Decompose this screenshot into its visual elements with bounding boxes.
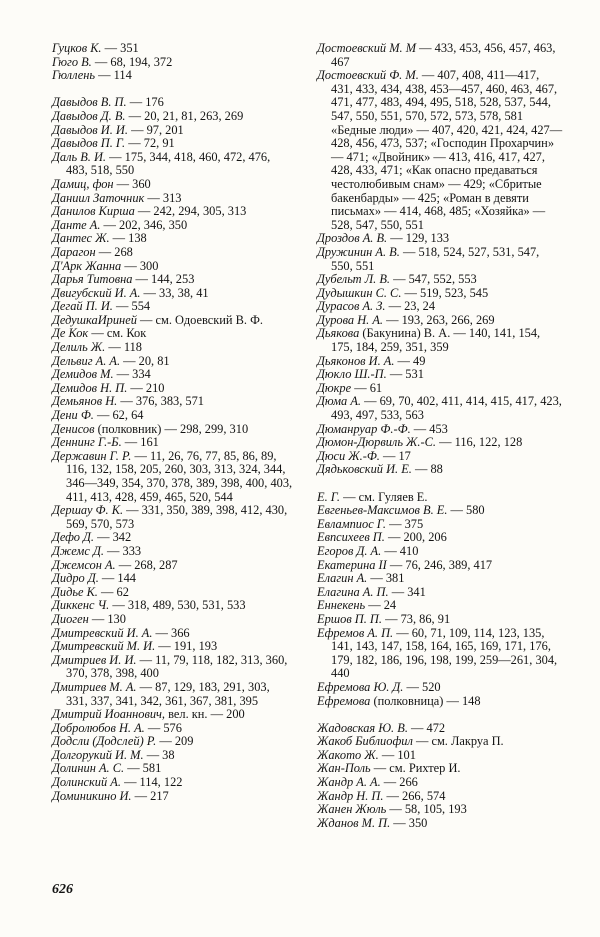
entry-references: — 200, 206: [384, 530, 447, 545]
entry-name: Елагина А. П.: [317, 584, 389, 599]
index-entry: [317, 613, 563, 627]
index-entry: [317, 599, 563, 613]
entry-references: — 72, 91: [125, 136, 175, 151]
entry-name: Дмитриев И. И.: [52, 652, 137, 667]
entry-references: — 62: [97, 584, 129, 599]
entry-name: Гюллень: [52, 68, 96, 83]
index-entry: [317, 42, 563, 69]
index-entry: [317, 69, 563, 232]
entry-references: — 11, 79, 118, 182, 313, 360, 370, 378, 398, 400: [66, 652, 288, 681]
index-entry: [317, 790, 563, 804]
entry-references: — 175, 344, 418, 460, 472, 476, 483, 518, 550: [66, 149, 271, 178]
index-entry: [317, 559, 563, 573]
entry-name: ДедушкаИриней: [52, 312, 137, 327]
entry-references: — 331, 350, 389, 398, 412, 430, 569, 570, 573: [66, 503, 288, 531]
index-entry: [52, 151, 294, 178]
entry-name: Дюманруар Ф.-Ф.: [317, 421, 411, 436]
entry-references: — 334: [113, 367, 151, 382]
entry-name: Деннинг Г.-Б.: [52, 435, 122, 450]
entry-references: — 20, 21, 81, 263, 269: [125, 108, 244, 123]
entry-references: — 333: [103, 543, 142, 558]
entry-name: Джемсон А.: [52, 557, 116, 572]
entry-references: — 130: [88, 611, 126, 626]
entry-references: — 88: [411, 462, 443, 477]
entry-name: Долинский А.: [52, 775, 121, 790]
index-entry: [52, 287, 294, 301]
entry-name: Жандр Н. П.: [317, 788, 384, 803]
index-entry: [317, 749, 563, 763]
entry-references: — 217: [131, 788, 169, 803]
entry-references: (полковница) — 148: [370, 693, 481, 708]
entry-name: Е. Г.: [317, 489, 340, 504]
index-entry: [52, 96, 294, 110]
index-entry: [52, 586, 294, 600]
entry-references: — см. Рихтер И.: [370, 761, 461, 776]
entry-references: — 581: [124, 761, 162, 776]
entry-references: — см. Одоевский В. Ф.: [136, 312, 263, 327]
index-entry: [52, 749, 294, 763]
entry-name: Ефремова Ю. Д.: [317, 679, 404, 694]
entry-references: — 60, 71, 109, 114, 123, 135, 141, 143, 147, 158, 164, 165, 169, 171, 176, 179, 182, 186, 196, 198, 199, 259—261, 304, 440: [331, 625, 558, 681]
entry-references: — 17: [379, 448, 411, 463]
index-entry: [317, 572, 563, 586]
entry-references: — 38: [143, 747, 175, 762]
entry-references: — 300: [121, 258, 159, 273]
index-entry: [317, 232, 563, 246]
entry-name: Екатерина II: [317, 557, 387, 572]
entry-name: Дефо Д.: [52, 530, 94, 545]
index-entry: [52, 708, 294, 722]
entry-references: — 381: [367, 571, 405, 586]
entry-references: — 366: [152, 625, 190, 640]
entry-references: — 176: [126, 95, 164, 110]
entry-name: Дидье К.: [52, 584, 98, 599]
entry-name: Евлампиос Г.: [317, 516, 387, 531]
entry-references: — 161: [121, 435, 159, 450]
entry-references: — 114, 122: [120, 775, 183, 790]
entry-references: — 360: [113, 176, 151, 191]
entry-name: Долгорукий И. М.: [52, 747, 144, 762]
index-entry: [52, 341, 294, 355]
entry-references: — см. Лакруа П.: [412, 734, 504, 749]
index-entry: [317, 627, 563, 681]
entry-name: Демидов М.: [52, 367, 114, 382]
entry-name: Диккенс Ч.: [52, 598, 110, 613]
index-entry: [317, 355, 563, 369]
entry-references: — 453: [410, 421, 448, 436]
index-entry: [317, 300, 563, 314]
index-entry: [317, 722, 563, 736]
entry-references: — 33, 38, 41: [140, 285, 209, 300]
entry-references: — 342: [93, 530, 132, 545]
entry-name: Демидов Н. П.: [52, 380, 128, 395]
index-entry: [52, 382, 294, 396]
entry-name: Дегай П. И.: [52, 299, 113, 314]
index-column-left: [52, 42, 294, 803]
entry-name: Джемс Д.: [52, 543, 104, 558]
entry-references: — 49: [394, 353, 426, 368]
entry-name: Евпсихеев П.: [317, 530, 385, 545]
entry-name: Дудышкин С. С.: [317, 285, 402, 300]
entry-name: Дюмон-Дюрвиль Ж.-С.: [317, 435, 436, 450]
index-entry: [52, 110, 294, 124]
entry-references: — 116, 122, 128: [436, 435, 523, 450]
entry-references: — 547, 552, 553: [389, 272, 477, 287]
index-entry: [52, 762, 294, 776]
index-entry: [52, 613, 294, 627]
index-entry: [52, 681, 294, 708]
entry-references: — 242, 294, 305, 313: [134, 204, 247, 219]
index-entry: [52, 42, 294, 56]
index-entry: [52, 178, 294, 192]
index-entry: [317, 681, 563, 695]
entry-name: Дюкло Ш.-П.: [317, 367, 387, 382]
entry-name: Жданов М. П.: [317, 815, 391, 830]
entry-name: Доминикино И.: [52, 788, 132, 803]
entry-references: — 97, 201: [127, 122, 184, 137]
entry-name: Демьянов Н.: [52, 394, 118, 409]
entry-name: Данте А.: [52, 217, 101, 232]
entry-name: Додсли (Додслей) Р.: [52, 734, 157, 749]
entry-references: — 202, 346, 350: [100, 217, 188, 232]
entry-references: вел. кн. — 200: [165, 707, 245, 722]
entry-references: — 268: [95, 244, 133, 259]
entry-references: — 472: [407, 720, 446, 735]
index-entry: [317, 314, 563, 328]
index-entry: [52, 559, 294, 573]
entry-references: — 144: [98, 571, 136, 586]
index-entry: [317, 491, 563, 505]
entry-references: — 61: [351, 380, 383, 395]
entry-references: — 210: [127, 380, 165, 395]
entry-references: — 531: [386, 367, 424, 382]
entry-name: Давыдов Д. В.: [52, 108, 126, 123]
entry-name: Двигубский И. А.: [52, 285, 141, 300]
entry-name: Дарья Титовна: [52, 272, 133, 287]
entry-name: Даль В. И.: [52, 149, 107, 164]
entry-name: Дельвиг А. А.: [52, 353, 121, 368]
index-entry: [52, 232, 294, 246]
entry-references: — 23, 24: [385, 299, 436, 314]
entry-name: Д'Арк Жанна: [52, 258, 122, 273]
entry-name: Дидро Д.: [52, 571, 99, 586]
entry-name: Елагин А.: [317, 571, 368, 586]
entry-references: — 376, 383, 571: [117, 394, 204, 409]
entry-references: — 318, 489, 530, 531, 533: [109, 598, 246, 613]
index-entry: [317, 368, 563, 382]
entry-references: — 144, 253: [132, 272, 195, 287]
entry-references: — 191, 193: [155, 639, 218, 654]
entry-name: Дершау Ф. К.: [52, 503, 124, 518]
index-entry: [52, 572, 294, 586]
entry-name: Диоген: [52, 611, 89, 626]
entry-name: Ершов П. П.: [317, 611, 382, 626]
index-entry: [52, 314, 294, 328]
index-entry: [317, 436, 563, 450]
entry-name: Дюси Ж.-Ф.: [317, 448, 380, 463]
entry-references: — 351: [101, 41, 139, 55]
entry-name: Денисов: [52, 421, 95, 436]
index-entry: [52, 776, 294, 790]
entry-references: — 520: [403, 679, 441, 694]
entry-name: Дроздов А. В.: [317, 231, 388, 246]
index-entry: [317, 518, 563, 532]
entry-name: Дурасов А. З.: [317, 299, 386, 314]
index-entry: [52, 735, 294, 749]
entry-references: — 518, 524, 527, 531, 547, 550, 551: [331, 244, 540, 273]
entry-name: Дени Ф.: [52, 408, 94, 423]
entry-references: — 58, 105, 193: [386, 802, 467, 817]
entry-name: Дьяконов И. А.: [317, 353, 395, 368]
index-entry: [317, 586, 563, 600]
index-entry: [52, 790, 294, 804]
entry-references: — 433, 453, 456, 457, 463, 467: [331, 41, 556, 69]
index-entry: [317, 287, 563, 301]
index-entry: [317, 803, 563, 817]
index-entry: [52, 599, 294, 613]
entry-references: — 519, 523, 545: [401, 285, 489, 300]
index-entry: [52, 246, 294, 260]
entry-references: — 341: [388, 584, 426, 599]
entry-name: Жандр А. А.: [317, 775, 381, 790]
index-entry: [317, 776, 563, 790]
index-entry: [52, 124, 294, 138]
entry-references: — 209: [156, 734, 194, 749]
index-entry: [52, 436, 294, 450]
entry-name: Дамиц, фон: [52, 176, 114, 191]
entry-references: — 68, 194, 372: [91, 54, 173, 69]
entry-references: — 101: [378, 747, 416, 762]
index-entry: [52, 260, 294, 274]
index-column-right: [317, 42, 563, 830]
entry-name: Гуцков К.: [52, 41, 102, 55]
entry-name: Жан-Поль: [317, 761, 371, 776]
entry-name: Евгеньев-Максимов В. Е.: [317, 503, 448, 518]
index-entry: [52, 205, 294, 219]
index-entry: [52, 504, 294, 531]
entry-name: Державин Г. Р.: [52, 448, 132, 463]
index-entry: [317, 531, 563, 545]
index-entry: [52, 450, 294, 504]
entry-references: — 114: [95, 68, 132, 83]
entry-references: — 576: [144, 720, 182, 735]
entry-name: Жакото Ж.: [317, 747, 379, 762]
index-entry: [317, 817, 563, 831]
entry-references: — 193, 263, 266, 269: [383, 312, 495, 327]
entry-name: Жадовская Ю. В.: [317, 720, 408, 735]
index-entry: [317, 382, 563, 396]
index-entry: [52, 192, 294, 206]
index-entry: [52, 640, 294, 654]
entry-references: — 407, 408, 411—417, 431, 433, 434, 438, 453—457, 460, 463, 467, 471, 477, 483, 494, 495, 518, 528, 537, 544, 547, 550, 551, 570, 572, 573, 578, 581 «Бедные люди» — 407, 420, 421, 424, 427—428, 456, 473, 537; «Господин Прохарчин» — 471; «Двойник» — 413, 416, 417, 427, 428, 433, 471; «Как опасно предаваться честолюбивым снам» — 429; «Сбритые бакенбарды» — 425; «Роман в девяти письмах» — 414, 468, 485; «Хозяйка» — 528, 547, 550, 551: [331, 68, 563, 232]
entry-references: — 350: [390, 815, 428, 830]
index-entry: [317, 504, 563, 518]
index-entry: [52, 273, 294, 287]
entry-name: Дурова Н. А.: [317, 312, 384, 327]
entry-name: Дюма А.: [317, 394, 362, 409]
entry-references: — 410: [381, 543, 419, 558]
entry-references: — 268, 287: [115, 557, 178, 572]
index-entry: [52, 327, 294, 341]
entry-name: Дмитревский М. И.: [52, 639, 156, 654]
entry-name: Достоевский М. М: [317, 41, 417, 55]
entry-references: — 266, 574: [383, 788, 446, 803]
entry-references: (полковник) — 298, 299, 310: [94, 421, 249, 436]
index-entry: [317, 450, 563, 464]
entry-name: Дмитриев М. А.: [52, 679, 137, 694]
entry-name: Давыдов И. И.: [52, 122, 128, 137]
entry-references: — 87, 129, 183, 291, 303, 331, 337, 341, 342, 361, 367, 381, 395: [66, 679, 270, 708]
index-entry: [52, 423, 294, 437]
index-entry: [52, 409, 294, 423]
index-entry: [52, 69, 294, 83]
index-entry: [317, 395, 563, 422]
entry-name: Егоров Д. А.: [317, 543, 382, 558]
index-entry: [317, 327, 563, 354]
entry-references: — 11, 26, 76, 77, 85, 86, 89, 116, 132, 158, 205, 260, 303, 313, 324, 344, 346—349, 354, 370, 378, 389, 398, 400, 403, 411, 413, 428, 459, 465, 520, 544: [66, 448, 293, 504]
entry-name: Давыдов В. П.: [52, 95, 127, 110]
index-entry: [52, 219, 294, 233]
index-entry: [317, 463, 563, 477]
entry-name: Жакоб Библиофил: [317, 734, 413, 749]
entry-name: Дантес Ж.: [52, 231, 110, 246]
index-entry: [52, 545, 294, 559]
entry-name: Делиль Ж.: [52, 340, 106, 355]
index-entry: [317, 423, 563, 437]
index-entry: [317, 545, 563, 559]
entry-name: Де Кок: [52, 326, 89, 341]
index-entry: [317, 273, 563, 287]
entry-references: (Бакунина) В. А. — 140, 141, 154, 175, 184, 259, 351, 359: [331, 326, 541, 355]
entry-name: Дюкре: [317, 380, 352, 395]
index-entry: [52, 56, 294, 70]
index-entry: [52, 531, 294, 545]
entry-name: Ефремова: [317, 693, 371, 708]
entry-name: Ефремов А. П.: [317, 625, 394, 640]
entry-references: — 313: [144, 190, 182, 205]
index-entry: [317, 246, 563, 273]
index-entry: [52, 627, 294, 641]
entry-name: Данилов Кирша: [52, 204, 135, 219]
entry-name: Давыдов П. Г.: [52, 136, 126, 151]
entry-references: — 118: [105, 340, 142, 355]
entry-references: — 20, 81: [120, 353, 170, 368]
entry-name: Еннекень: [317, 598, 366, 613]
entry-name: Жанен Жюль: [317, 802, 387, 817]
entry-references: — 69, 70, 402, 411, 414, 415, 417, 423, 493, 497, 533, 563: [331, 394, 562, 423]
index-entry: [52, 300, 294, 314]
entry-references: — 129, 133: [387, 231, 450, 246]
entry-name: Долинин А. С.: [52, 761, 125, 776]
index-entry: [317, 695, 563, 709]
index-entry: [317, 762, 563, 776]
entry-references: — 580: [447, 503, 485, 518]
entry-name: Дьякова: [317, 326, 360, 341]
entry-name: Достоевский Ф. М.: [317, 68, 419, 83]
index-entry: [52, 722, 294, 736]
entry-name: Дарагон: [52, 244, 96, 259]
entry-name: Дубельт Л. В.: [317, 272, 390, 287]
entry-name: Добролюбов Н. А.: [52, 720, 145, 735]
entry-references: — 73, 86, 91: [381, 611, 451, 626]
entry-references: — см. Гуляев Е.: [339, 489, 428, 504]
entry-references: — см. Кок: [88, 326, 147, 341]
index-entry: [52, 137, 294, 151]
entry-references: — 266: [380, 775, 418, 790]
entry-name: Дружинин А. В.: [317, 244, 400, 259]
entry-name: Дядьковский И. Е.: [317, 462, 412, 477]
entry-references: — 138: [109, 231, 147, 246]
index-entry: [52, 395, 294, 409]
index-entry: [52, 368, 294, 382]
entry-name: Дмитревский И. А.: [52, 625, 153, 640]
entry-name: Гюго В.: [52, 54, 92, 69]
index-entry: [52, 654, 294, 681]
entry-references: — 62, 64: [93, 408, 144, 423]
entry-name: Дмитрий Иоаннович,: [52, 707, 166, 722]
entry-references: — 375: [386, 516, 424, 531]
page-number: 626: [52, 882, 73, 897]
entry-references: — 76, 246, 389, 417: [386, 557, 493, 572]
entry-name: Даниил Заточник: [52, 190, 145, 205]
index-entry: [52, 355, 294, 369]
index-entry: [317, 735, 563, 749]
entry-references: — 554: [112, 299, 151, 314]
entry-references: — 24: [365, 598, 397, 613]
